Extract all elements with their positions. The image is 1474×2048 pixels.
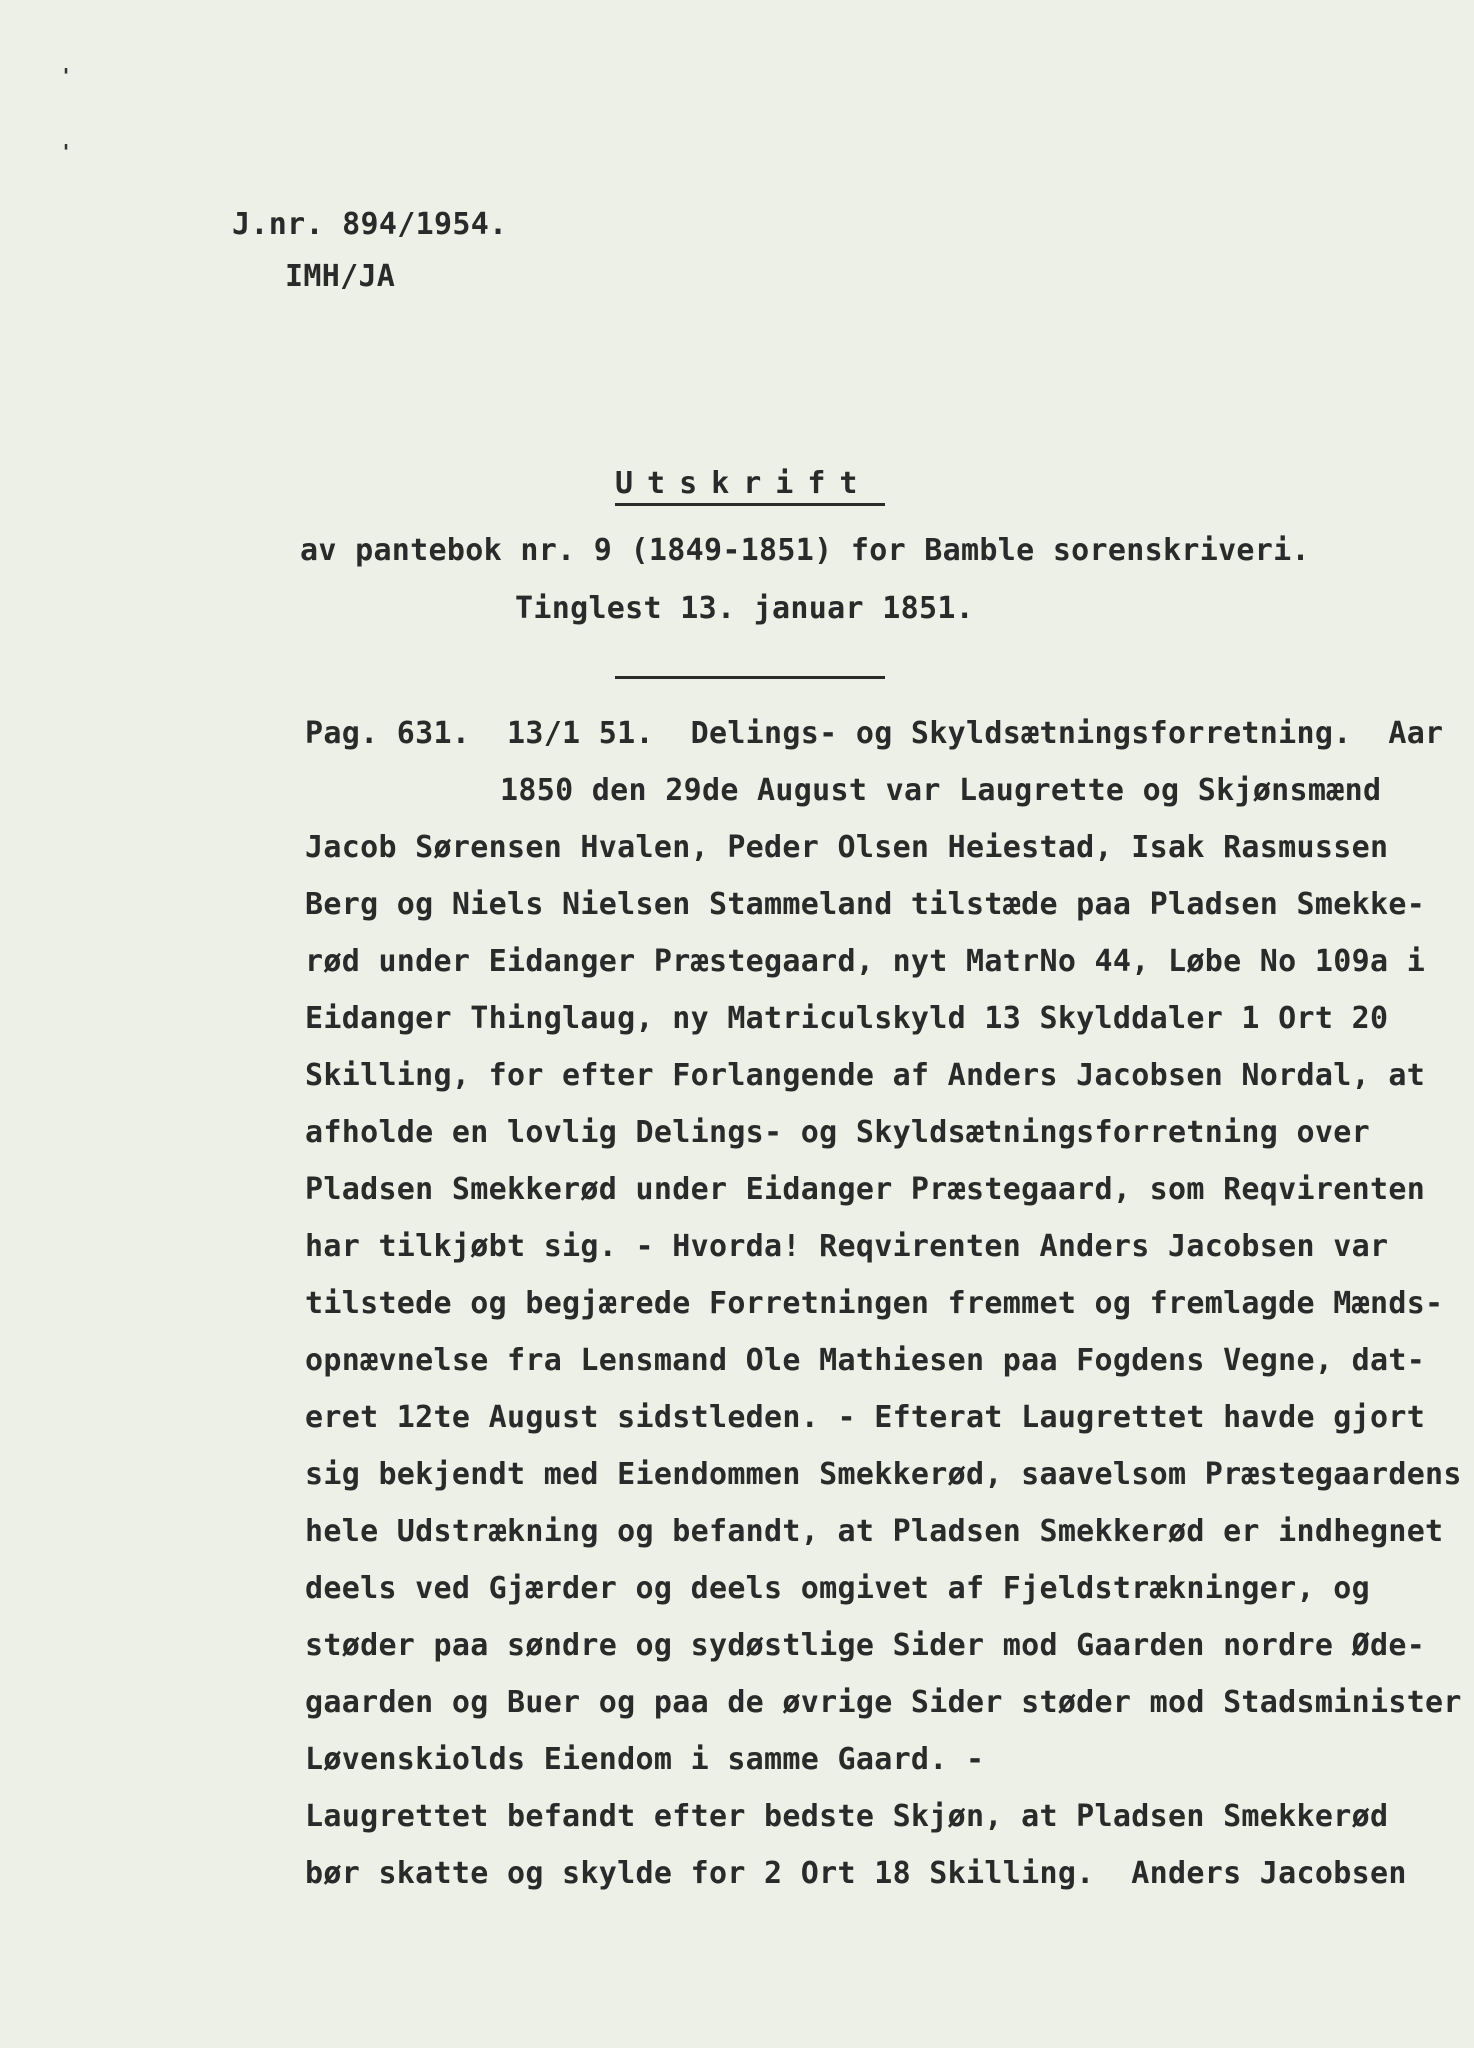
body-line: afholde en lovlig Delings- og Skyldsætningsforretning over xyxy=(305,1115,1370,1150)
margin-mark: ' xyxy=(60,64,73,88)
body-line: har tilkjøbt sig. - Hvorda! Reqvirenten Anders Jacobsen var xyxy=(305,1229,1389,1264)
body-line: støder paa søndre og sydøstlige Sider mod Gaarden nordre Øde- xyxy=(305,1628,1426,1663)
journal-number: J.nr. 894/1954. xyxy=(232,207,508,242)
body-line: gaarden og Buer og paa de øvrige Sider støder mod Stadsminister xyxy=(305,1685,1462,1720)
body-line: Løvenskiolds Eiendom i samme Gaard. - xyxy=(305,1742,985,1777)
body-line: hele Udstrækning og befandt, at Pladsen Smekkerød er indhegnet xyxy=(305,1514,1444,1549)
body-line: Jacob Sørensen Hvalen, Peder Olsen Heiestad, Isak Rasmussen xyxy=(305,830,1389,865)
body-line: Laugrettet befandt efter bedste Skjøn, at Pladsen Smekkerød xyxy=(305,1799,1389,1834)
body-line: bør skatte og skylde for 2 Ort 18 Skilling. Anders Jacobsen xyxy=(305,1856,1407,1891)
subtitle-line: Tinglest 13. januar 1851. xyxy=(515,591,975,626)
initials: IMH/JA xyxy=(285,259,396,294)
body-line: deels ved Gjærder og deels omgivet af Fjeldstrækninger, og xyxy=(305,1571,1370,1606)
section-divider xyxy=(615,676,885,679)
margin-mark: ' xyxy=(60,140,73,164)
body-line: Pag. 631. 13/1 51. Delings- og Skyldsætningsforretning. Aar xyxy=(305,716,1444,751)
body-line: 1850 den 29de August var Laugrette og Skjønsmænd xyxy=(500,773,1382,808)
subtitle-line: av pantebok nr. 9 (1849-1851) for Bamble sorenskriveri. xyxy=(300,533,1310,568)
body-line: sig bekjendt med Eiendommen Smekkerød, saavelsom Præstegaardens xyxy=(305,1457,1462,1492)
body-line: eret 12te August sidstleden. - Efterat Laugrettet havde gjort xyxy=(305,1400,1426,1435)
body-line: opnævnelse fra Lensmand Ole Mathiesen paa Fogdens Vegne, dat- xyxy=(305,1343,1426,1378)
body-line: Berg og Niels Nielsen Stammeland tilstæde paa Pladsen Smekke- xyxy=(305,887,1426,922)
body-line: rød under Eidanger Præstegaard, nyt MatrNo 44, Løbe No 109a i xyxy=(305,944,1426,979)
body-line: Eidanger Thinglaug, ny Matriculskyld 13 Skylddaler 1 Ort 20 xyxy=(305,1001,1389,1036)
title-underline xyxy=(615,503,885,506)
body-line: Pladsen Smekkerød under Eidanger Præstegaard, som Reqvirenten xyxy=(305,1172,1426,1207)
document-title: Utskrift xyxy=(615,466,872,501)
body-line: tilstede og begjærede Forretningen fremmet og fremlagde Mænds- xyxy=(305,1286,1444,1321)
body-line: Skilling, for efter Forlangende af Anders Jacobsen Nordal, at xyxy=(305,1058,1426,1093)
